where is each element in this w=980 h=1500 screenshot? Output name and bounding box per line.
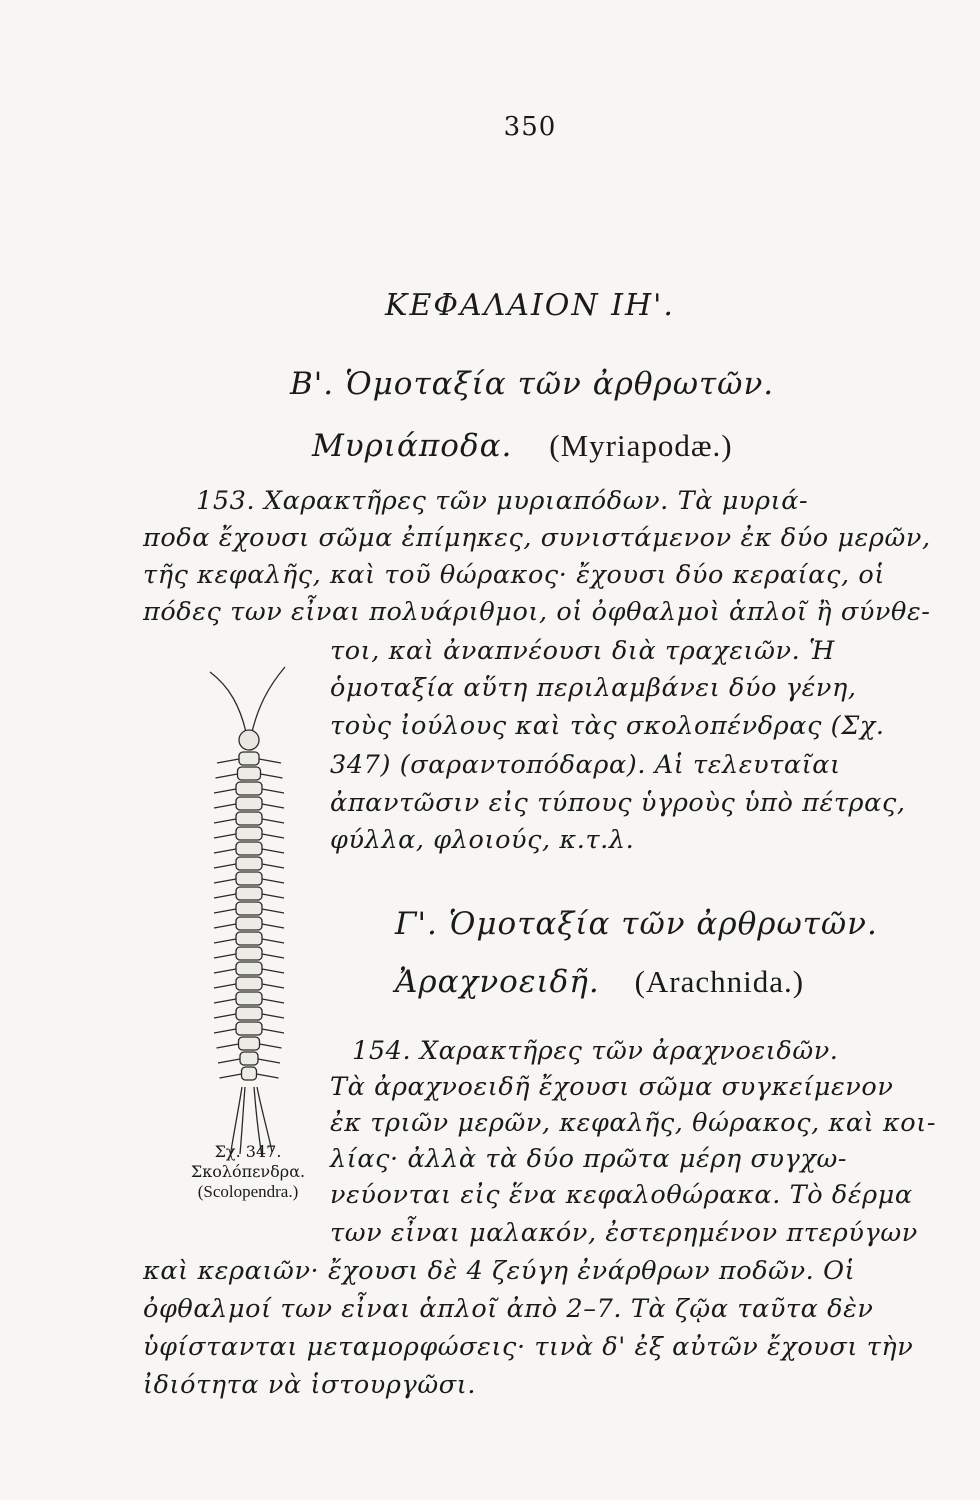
paragraph-line: ἐκ τριῶν μερῶν, κεφαλῆς, θώρακος, καὶ κοι- xyxy=(330,1108,937,1138)
paragraph-line: 347) (σαραντοπόδαρα). Αἱ τελευταῖαι xyxy=(330,750,841,780)
paragraph-line: νεύονται εἰς ἕνα κεφαλοθώρακα. Τὸ δέρμα xyxy=(330,1180,913,1210)
paragraph-line: των εἶναι μαλακόν, ἐστερημένον πτερύγων xyxy=(330,1218,918,1248)
paragraph-line: ἀπαντῶσιν εἰς τύπους ὑγροὺς ὑπὸ πέτρας, xyxy=(330,788,906,818)
paragraph-line: ὀφθαλμοί των εἶναι ἁπλοῖ ἀπὸ 2–7. Τὰ ζῷα ταῦτα δὲν xyxy=(143,1294,874,1324)
paragraph-line: ἰδιότητα νὰ ἱστουργῶσι. xyxy=(143,1370,477,1400)
section-b-subtitle-latin: (Myriapodæ.) xyxy=(549,428,733,463)
paragraph-line: 153. Χαρακτῆρες τῶν μυριαπόδων. Τὰ μυριά- xyxy=(196,486,809,516)
section-g-subtitle xyxy=(395,964,804,1000)
paragraph-line: φύλλα, φλοιούς, κ.τ.λ. xyxy=(330,825,635,855)
section-b-subtitle xyxy=(312,428,733,464)
figure-caption-latin: (Scolopendra.) xyxy=(197,1182,299,1201)
chapter-title: ΚΕΦΑΛΑΙΟΝ ΙΗ'. xyxy=(385,288,675,323)
paragraph-line: πόδες των εἶναι πολυάριθμοι, οἱ ὀφθαλμοὶ ἁπλοῖ ἢ σύνθε- xyxy=(143,597,931,627)
paragraph-line: καὶ κεραιῶν· ἔχουσι δὲ 4 ζεύγη ἐνάρθρων ποδῶν. Οἱ xyxy=(143,1256,856,1286)
paragraph-line: τοὺς ἰούλους καὶ τὰς σκολοπένδρας (Σχ. xyxy=(330,711,885,741)
section-b-subtitle-greek: Μυριάποδα. xyxy=(312,428,513,464)
paragraph-line: ὁμοταξία αὕτη περιλαμβάνει δύο γένη, xyxy=(330,673,857,703)
centipede-drawing xyxy=(190,662,325,1172)
paragraph-line: τῆς κεφαλῆς, καὶ τοῦ θώρακος· ἔχουσι δύο κεραίας, οἱ xyxy=(143,560,885,590)
paragraph-line: 154. Χαρακτῆρες τῶν ἀραχνοειδῶν. xyxy=(352,1036,839,1066)
section-g-subtitle-greek: Ἀραχνοειδῆ. xyxy=(395,964,600,1000)
paragraph-line: ποδα ἔχουσι σῶμα ἐπίμηκες, συνιστάμενον ἐκ δύο μερῶν, xyxy=(143,523,931,553)
section-g-subtitle-latin: (Arachnida.) xyxy=(634,964,805,999)
section-b-heading: Β'. Ὁμοταξία τῶν ἀρθρωτῶν. xyxy=(290,366,775,402)
paragraph-line: ὑφίστανται μεταμορφώσεις· τινὰ δ' ἐξ αὐτῶν ἔχουσι τὴν xyxy=(143,1332,914,1362)
paragraph-line: Τὰ ἀραχνοειδῆ ἔχουσι σῶμα συγκείμενον xyxy=(330,1072,894,1102)
scolopendra-illustration-icon xyxy=(190,662,325,1172)
paragraph-line: λίας· ἀλλὰ τὰ δύο πρῶτα μέρη συγχω- xyxy=(330,1144,848,1174)
figure-caption xyxy=(168,1142,328,1202)
paragraph-line: τοι, καὶ ἀναπνέουσι διὰ τραχειῶν. Ἡ xyxy=(330,636,835,666)
figure-caption-greek: Σκολόπενδρα. xyxy=(190,1162,306,1181)
figure-caption-number: Σχ. 347. xyxy=(214,1142,282,1161)
page-number: 350 xyxy=(503,112,557,142)
section-g-heading: Γ'. Ὁμοταξία τῶν ἀρθρωτῶν. xyxy=(395,906,878,942)
